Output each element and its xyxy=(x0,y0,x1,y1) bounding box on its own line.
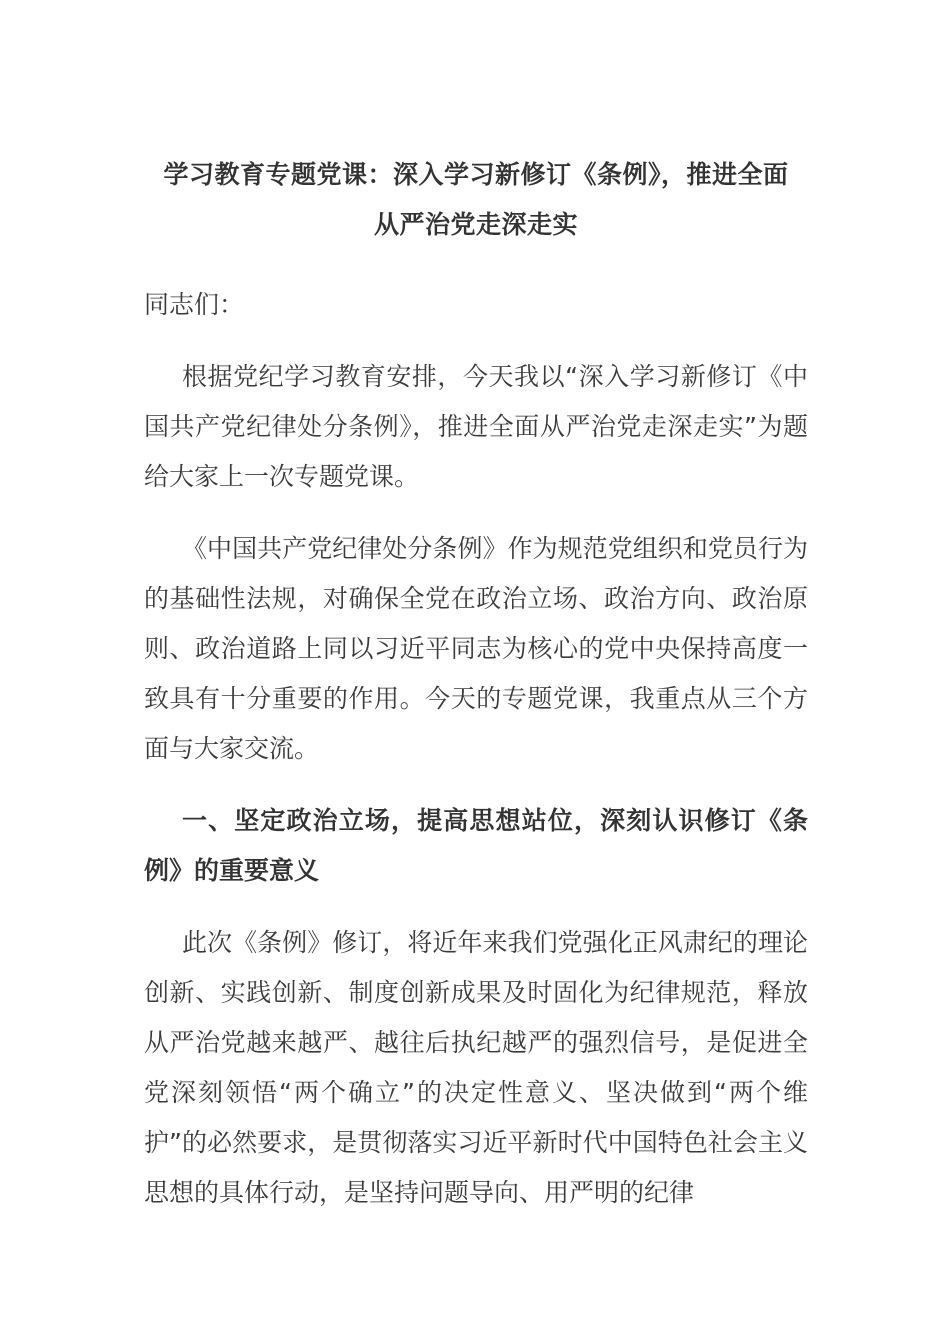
paragraph-intro: 根据党纪学习教育安排，今天我以“深入学习新修订《中国共产党纪律处分条例》，推进全面从严治党走深走实”为题给大家上一次专题党课。 xyxy=(144,362,808,491)
greeting: 同志们： xyxy=(144,290,245,319)
section-heading: 一、坚定政治立场，提高思想站位，深刻认识修订《条例》的重要意义 xyxy=(144,806,808,885)
paragraph-overview: 《中国共产党纪律处分条例》作为规范党组织和党员行为的基础性法规，对确保全党在政治立场、政治方向、政治原则、政治道路上同以习近平同志为核心的党中央保持高度一致具有十分重要的作用。今天的专题党课，我重点从三个方面与大家交流。 xyxy=(144,534,808,763)
section-paragraph: 此次《条例》修订，将近年来我们党强化正风肃纪的理论创新、实践创新、制度创新成果及时固化为纪律规范，释放从严治党越来越严、越往后执纪越严的强烈信号，是促进全党深刻领悟“两个确立”的决定性意义、坚决做到“两个维护”的必然要求，是贯彻落实习近平新时代中国特色社会主义思想的具体行动，是坚持问题导向、用严明的纪律 xyxy=(144,928,808,1207)
document-content xyxy=(144,150,808,1218)
document-title xyxy=(144,150,808,250)
title-line-1: 学习教育专题党课：深入学习新修订《条例》，推进全面 xyxy=(163,160,789,189)
title-line-2: 从严治党走深走实 xyxy=(373,210,578,239)
